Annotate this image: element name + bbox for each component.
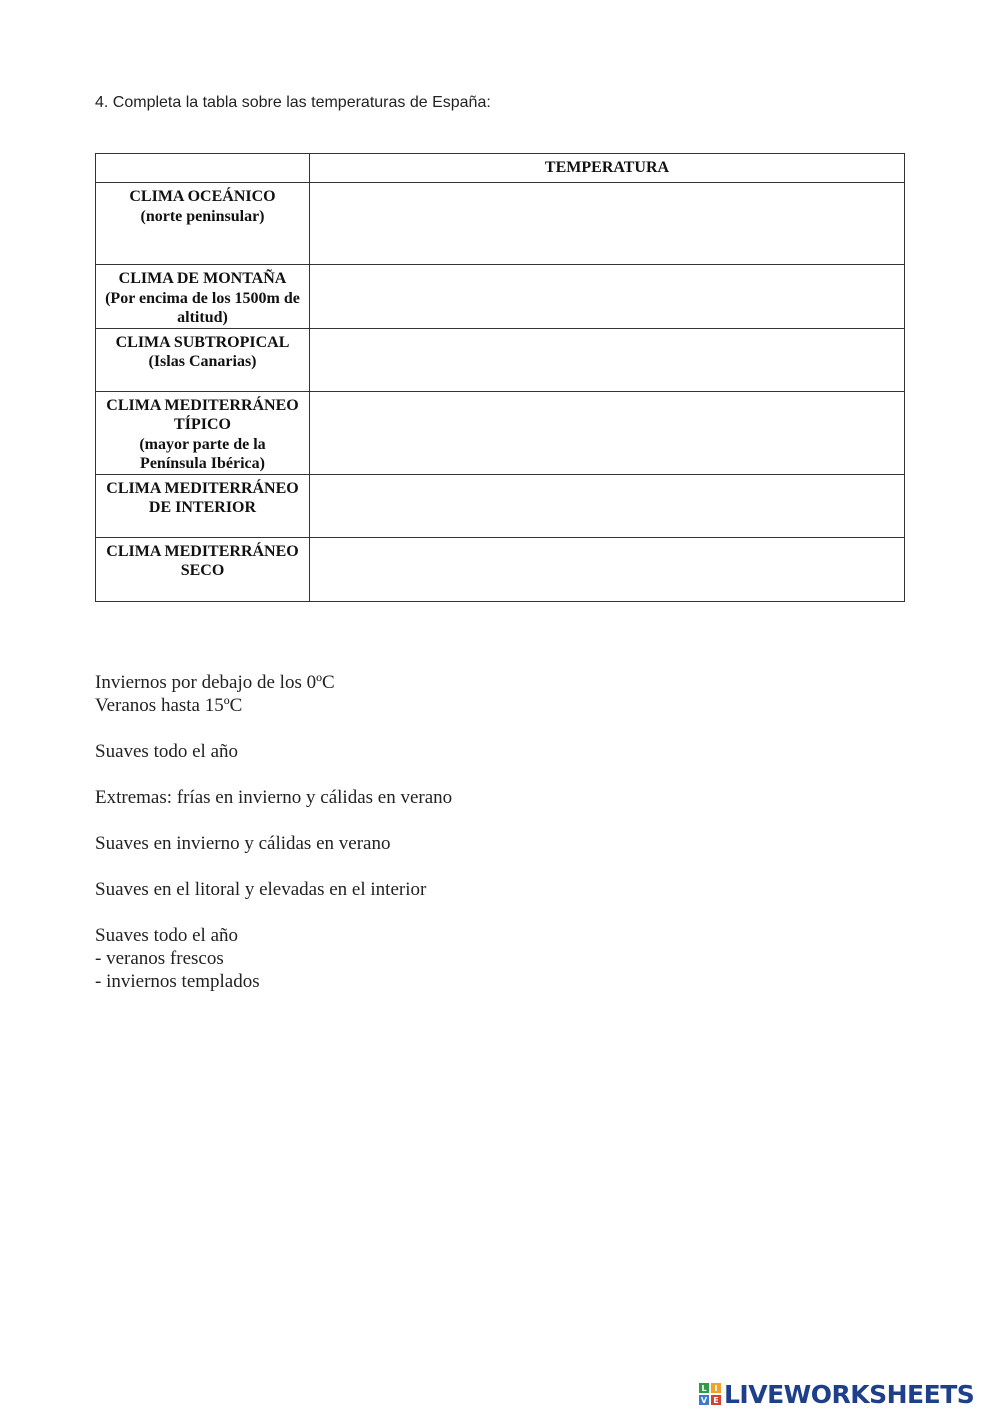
option-bajo-cero[interactable] bbox=[95, 671, 452, 717]
answer-drop-zone-mediterraneo-seco[interactable] bbox=[310, 537, 905, 601]
table-row bbox=[96, 328, 905, 391]
label-line: SECO bbox=[180, 562, 225, 579]
answer-drop-zone-oceanico[interactable] bbox=[310, 183, 905, 265]
liveworksheets-logo bbox=[698, 1378, 974, 1410]
option-line: - inviernos templados bbox=[95, 971, 260, 992]
clima-subtropical-label bbox=[96, 328, 310, 391]
label-line: CLIMA OCEÁNICO bbox=[129, 188, 276, 205]
liveworksheets-logo-icon bbox=[698, 1382, 722, 1406]
option-line: Inviernos por debajo de los 0ºC bbox=[95, 672, 335, 693]
draggable-options-list bbox=[95, 671, 452, 1016]
label-line: (mayor parte de la bbox=[139, 435, 266, 453]
option-suaves-veranos-frescos[interactable] bbox=[95, 924, 452, 993]
option-line: Suaves en el litoral y elevadas en el interior bbox=[95, 879, 427, 900]
table-row bbox=[96, 183, 905, 265]
label-line: (Islas Canarias) bbox=[148, 353, 257, 370]
clima-mediterraneo-tipico-label bbox=[96, 391, 310, 474]
option-line: Suaves todo el año bbox=[95, 925, 239, 946]
clima-montana-label bbox=[96, 265, 310, 329]
table-row bbox=[96, 265, 905, 329]
logo-tile-v: V bbox=[698, 1394, 710, 1406]
logo-tile-i: I bbox=[710, 1382, 722, 1394]
climate-temperature-table bbox=[95, 153, 905, 602]
logo-tile-e: E bbox=[710, 1394, 722, 1406]
answer-drop-zone-montana[interactable] bbox=[310, 265, 905, 329]
option-line: Extremas: frías en invierno y cálidas en verano bbox=[95, 787, 453, 808]
logo-tile-l: L bbox=[698, 1382, 710, 1394]
label-line: (Por encima de los 1500m de bbox=[105, 289, 300, 307]
label-line: CLIMA MEDITERRÁNEO bbox=[106, 542, 299, 560]
header-empty-cell bbox=[96, 154, 310, 183]
option-line: - veranos frescos bbox=[95, 948, 224, 969]
label-line: Península Ibérica) bbox=[140, 455, 265, 472]
label-line: TÍPICO bbox=[174, 416, 231, 433]
label-line: CLIMA SUBTROPICAL bbox=[115, 333, 290, 351]
option-extremas[interactable] bbox=[95, 786, 452, 809]
table-row bbox=[96, 474, 905, 537]
liveworksheets-logo-text: LIVEWORKSHEETS bbox=[724, 1379, 975, 1409]
option-line: Veranos hasta 15ºC bbox=[95, 695, 243, 716]
table-row bbox=[96, 537, 905, 601]
label-line: CLIMA DE MONTAÑA bbox=[118, 270, 287, 287]
clima-oceanico-label bbox=[96, 183, 310, 265]
label-line: CLIMA MEDITERRÁNEO bbox=[106, 396, 299, 414]
answer-drop-zone-subtropical[interactable] bbox=[310, 328, 905, 391]
table-row bbox=[96, 391, 905, 474]
option-suaves-litoral-elevadas-interior[interactable] bbox=[95, 878, 452, 901]
answer-drop-zone-mediterraneo-tipico[interactable] bbox=[310, 391, 905, 474]
exercise-instruction: 4. Completa la tabla sobre las temperaturas de España: bbox=[95, 94, 491, 111]
option-line: Suaves en invierno y cálidas en verano bbox=[95, 833, 391, 854]
option-line: Suaves todo el año bbox=[95, 741, 239, 762]
clima-mediterraneo-seco-label bbox=[96, 537, 310, 601]
label-line: (norte peninsular) bbox=[140, 207, 265, 225]
header-temperatura: TEMPERATURA bbox=[310, 154, 905, 183]
clima-mediterraneo-interior-label bbox=[96, 474, 310, 537]
label-line: altitud) bbox=[177, 309, 228, 326]
option-suaves-todo-el-ano[interactable] bbox=[95, 740, 452, 763]
label-line: CLIMA MEDITERRÁNEO bbox=[106, 479, 299, 497]
label-line: DE INTERIOR bbox=[148, 499, 257, 516]
answer-drop-zone-mediterraneo-interior[interactable] bbox=[310, 474, 905, 537]
table-header-row bbox=[96, 154, 905, 183]
option-suaves-invierno-calidas-verano[interactable] bbox=[95, 832, 452, 855]
